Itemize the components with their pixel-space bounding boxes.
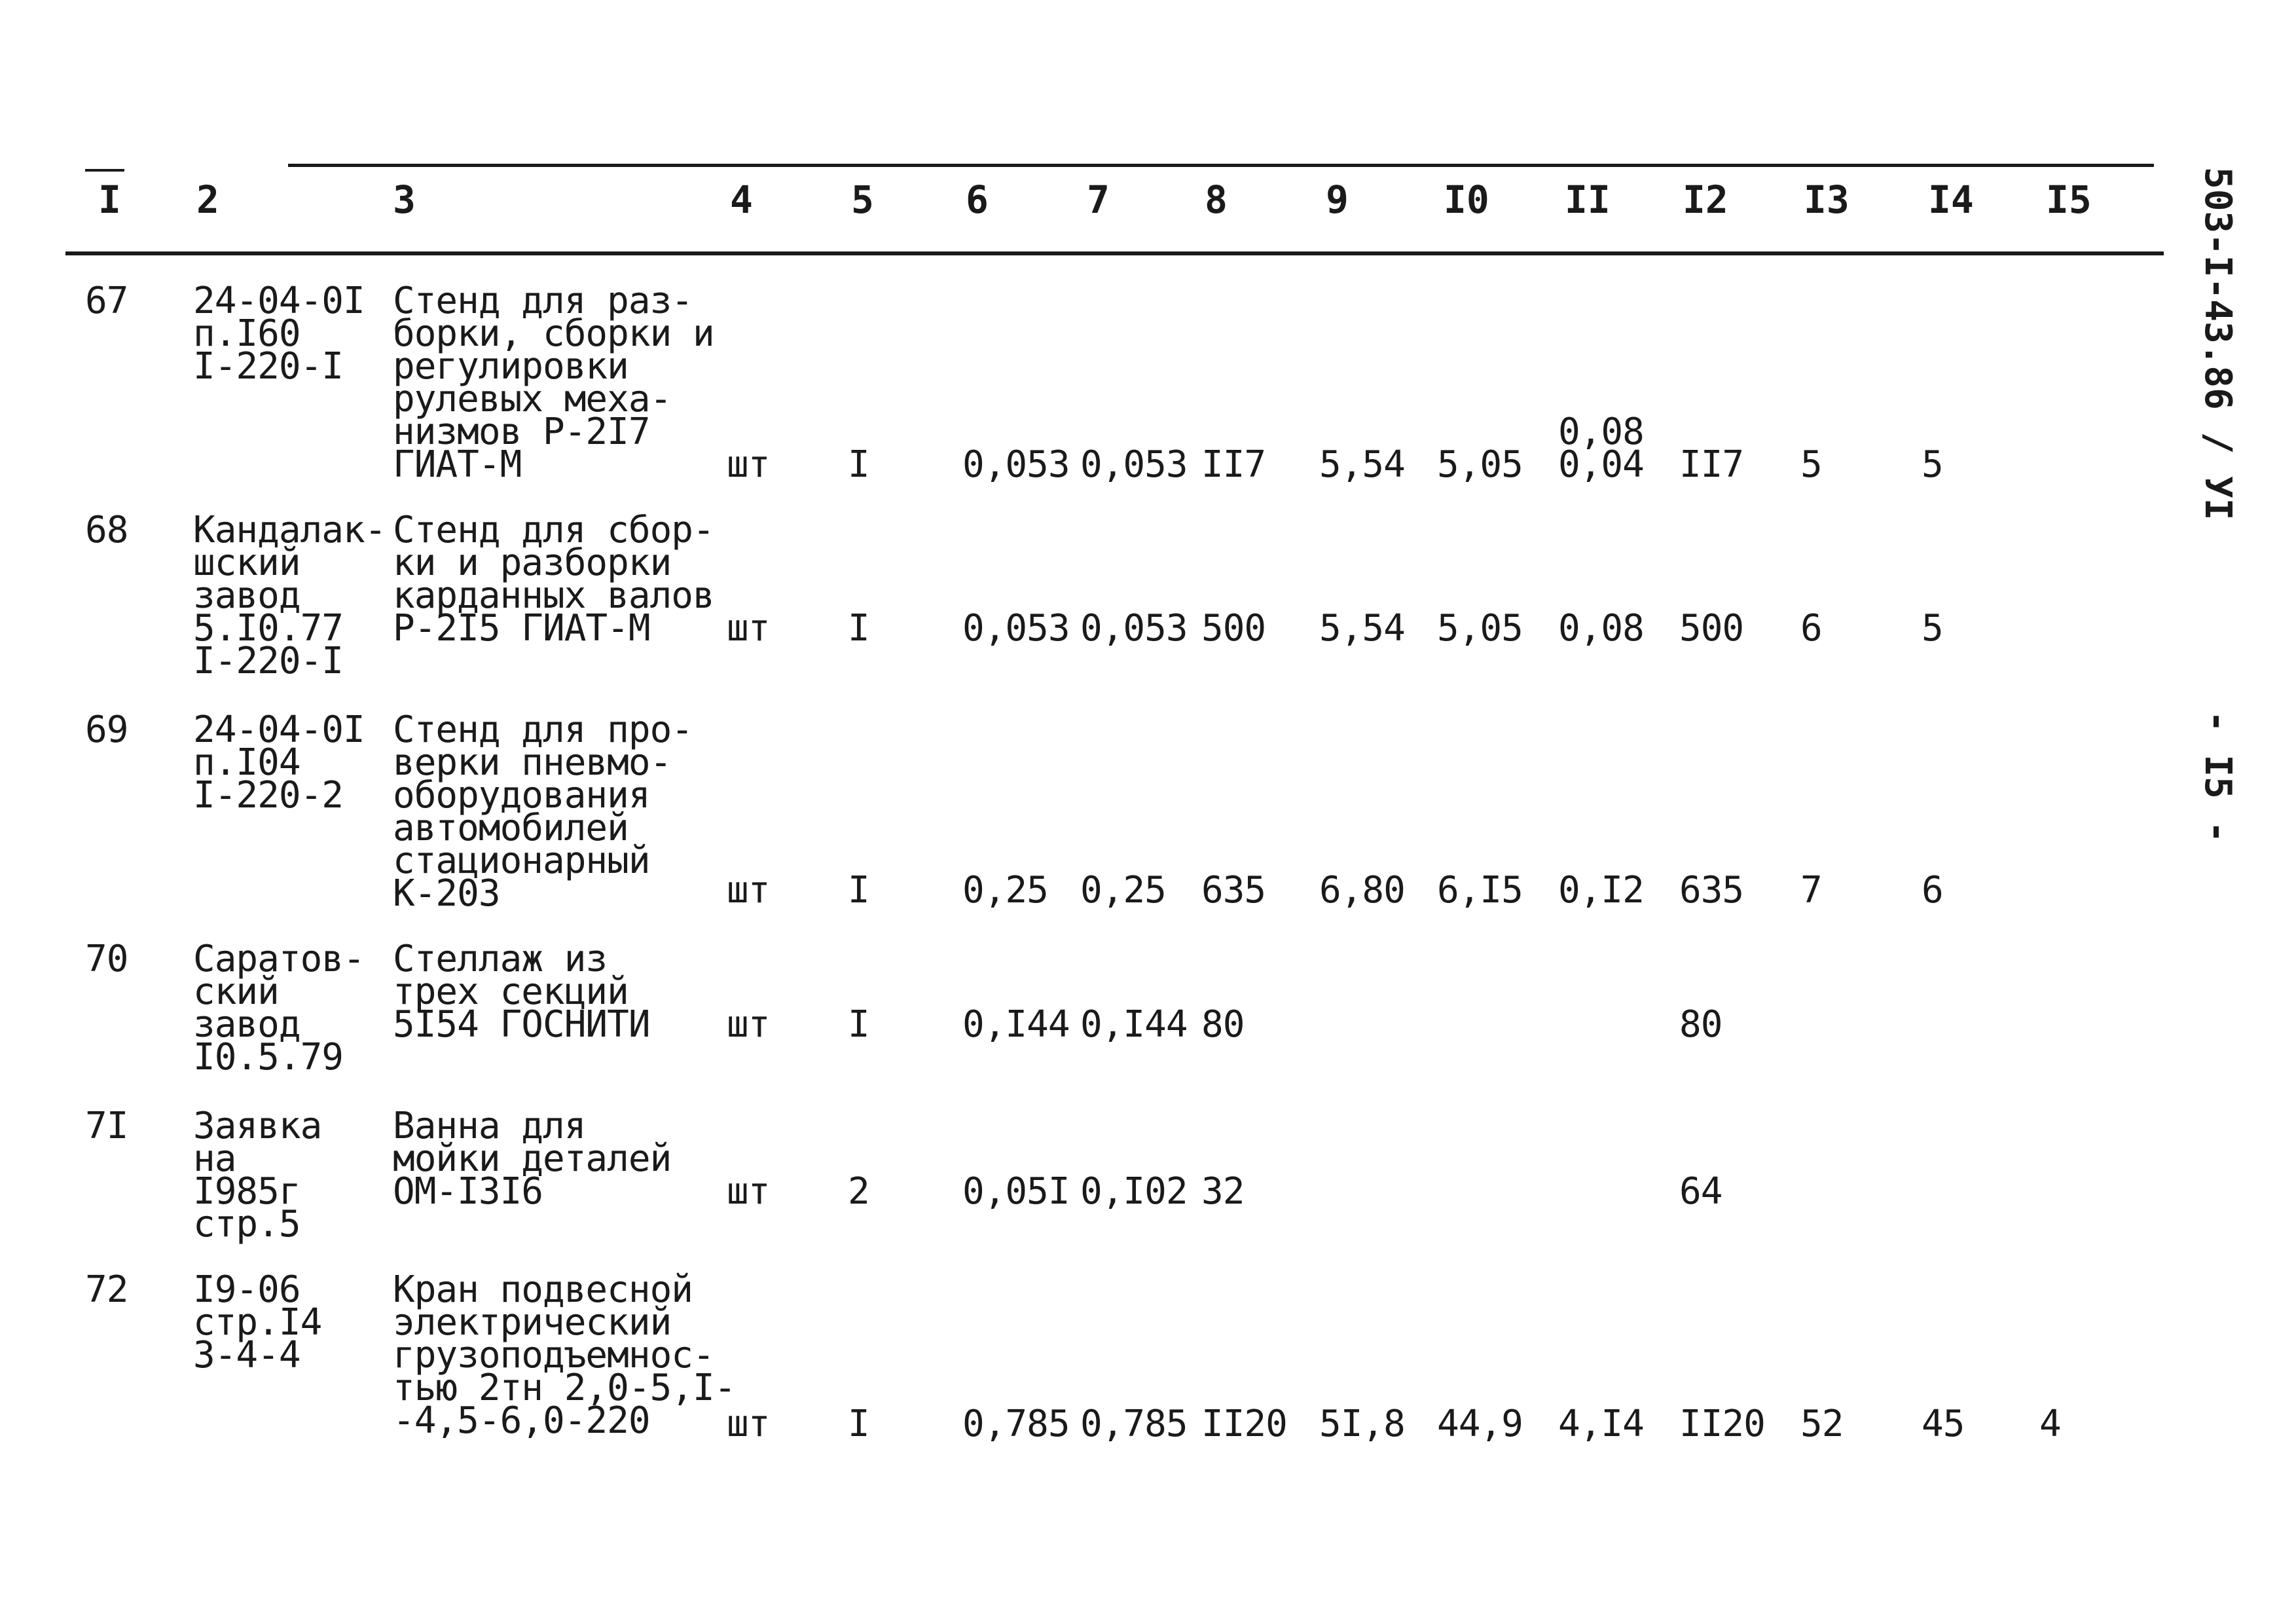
cell-c13: 5 [1800,443,1822,486]
col-header-14: I4 [1928,177,1974,222]
cell-c13: 7 [1800,869,1822,912]
col-header-11: II [1565,177,1611,222]
equipment-name-line: Ванна для [393,1105,586,1147]
cell-c9: 5,54 [1319,607,1405,650]
cell-c11: 4,I4 [1558,1403,1644,1445]
col-header-7: 7 [1087,177,1110,222]
cell-c12: 64 [1679,1170,1722,1213]
cell-c14: 45 [1922,1403,1965,1445]
source-ref-line: стр.I4 [193,1301,322,1344]
cell-c11: 0,08 [1558,607,1644,650]
cell-c6: 0,053 [962,443,1070,486]
equipment-name-line: мойки деталей [393,1137,672,1180]
source-ref-line: 5.I0.77 [193,607,344,650]
cell-c7: 0,I44 [1080,1003,1188,1046]
source-ref-line: шский [193,542,301,584]
cell-c15: 4 [2039,1403,2061,1445]
cell-unit: шт [727,1170,770,1213]
source-ref-line: I-220-I [193,345,344,388]
cell-c8: 500 [1201,607,1266,650]
source-ref-line: Саратов- [193,938,365,980]
col-header-1: I [98,177,121,222]
cell-c11: 0,I2 [1558,869,1644,912]
source-ref-line: Заявка [193,1105,322,1147]
equipment-name-line: оборудования [393,774,650,817]
col-header-9: 9 [1326,177,1349,222]
row-number: 70 [85,938,128,980]
cell-c6: 0,053 [962,607,1070,650]
equipment-name-line: стационарный [393,840,650,882]
cell-c7: 0,053 [1080,607,1188,650]
equipment-name-line: К-203 [393,872,500,915]
cell-qty: I [848,1403,869,1445]
cell-unit: шт [727,869,770,912]
cell-c8: II7 [1201,443,1266,486]
row-number: 7I [85,1105,128,1147]
source-ref-line: п.I60 [193,312,301,355]
source-ref-line: Кандалак- [193,509,386,551]
equipment-name-line: Р-2I5 ГИАТ-М [393,607,650,650]
source-ref-line: I0.5.79 [193,1036,344,1079]
source-ref-line: I9-06 [193,1268,301,1311]
source-ref-line: завод [193,574,301,617]
source-ref-line: I-220-I [193,640,344,682]
equipment-name-line: ОМ-I3I6 [393,1170,543,1213]
cell-c10: 44,9 [1437,1403,1523,1445]
cell-c6: 0,05I [962,1170,1070,1213]
cell-c12: II7 [1679,443,1744,486]
header-bottom-rule [65,251,2164,255]
row-number: 72 [85,1268,128,1311]
equipment-name-line: электрический [393,1301,672,1344]
cell-c14: 5 [1922,443,1943,486]
row-number: 67 [85,280,128,322]
equipment-name-line: ГИАТ-М [393,443,522,486]
cell-c14: 5 [1922,607,1943,650]
cell-unit: шт [727,443,770,486]
cell-c10: 5,05 [1437,443,1523,486]
equipment-name-line: ки и разборки [393,542,672,584]
source-ref-line: на [193,1137,236,1180]
source-ref-line: 24-04-0I [193,709,365,751]
col-header-8: 8 [1205,177,1228,222]
cell-unit: шт [727,607,770,650]
equipment-name-line: низмов Р-2I7 [393,411,650,453]
col-header-15: I5 [2046,177,2092,222]
equipment-name-line: рулевых меха- [393,378,672,420]
equipment-name-line: борки, сборки и [393,312,714,355]
cell-c10: 6,I5 [1437,869,1523,912]
source-ref-line: ский [193,970,279,1013]
col-header-5: 5 [851,177,874,222]
cell-c12: 80 [1679,1003,1722,1046]
cell-c14: 6 [1922,869,1943,912]
cell-qty: I [848,1003,869,1046]
cell-c12: II20 [1679,1403,1765,1445]
source-ref-line: I985г [193,1170,301,1213]
cell-c7: 0,25 [1080,869,1166,912]
cell-c12: 500 [1679,607,1744,650]
equipment-name-line: -4,5-6,0-220 [393,1399,650,1442]
equipment-name-line: Кран подвесной [393,1268,693,1311]
cell-c10: 5,05 [1437,607,1523,650]
equipment-name-line: Стенд для сбор- [393,509,714,551]
cell-c9: 5I,8 [1319,1403,1405,1445]
cell-qty: I [848,607,869,650]
equipment-name-line: грузоподъемнос- [393,1334,714,1376]
equipment-name-line: тью 2тн 2,0-5,I- [393,1367,736,1409]
row-number: 68 [85,509,128,551]
col-header-12: I2 [1683,177,1728,222]
source-ref-line: завод [193,1003,301,1046]
equipment-name-line: регулировки [393,345,629,388]
cell-c8: 635 [1201,869,1266,912]
header-top-rule [288,164,2154,167]
col-header-2: 2 [196,177,219,222]
col-header-10: I0 [1444,177,1489,222]
equipment-name-line: 5I54 ГОСНИТИ [393,1003,650,1046]
cell-c9: 5,54 [1319,443,1405,486]
cell-qty: I [848,869,869,912]
cell-c6: 0,I44 [962,1003,1070,1046]
page-number: - I5 - [2196,710,2239,843]
col-header-4: 4 [730,177,753,222]
source-ref-line: стр.5 [193,1203,301,1246]
document-code: 503-I-43.86 / УI [2196,167,2239,521]
cell-c6: 0,25 [962,869,1048,912]
equipment-name-line: верки пневмо- [393,741,672,784]
row-number: 69 [85,709,128,751]
col-header-13: I3 [1804,177,1850,222]
cell-c7: 0,785 [1080,1403,1188,1445]
col-header-6: 6 [966,177,989,222]
cell-unit: шт [727,1403,770,1445]
cell-unit: шт [727,1003,770,1046]
cell-c8: 80 [1201,1003,1245,1046]
equipment-name-line: Стеллаж из [393,938,608,980]
col-header-3: 3 [393,177,416,222]
cell-qty: I [848,443,869,486]
equipment-name-line: Стенд для раз- [393,280,693,322]
equipment-name-line: трех секций [393,970,629,1013]
cell-c7: 0,I02 [1080,1170,1188,1213]
source-ref-line: 24-04-0I [193,280,365,322]
cell-c12: 635 [1679,869,1744,912]
cell-c11-top: 0,08 [1558,411,1644,453]
cell-c13: 6 [1800,607,1822,650]
cell-c8: 32 [1201,1170,1245,1213]
cell-c8: II20 [1201,1403,1287,1445]
header-top-rule [85,169,124,172]
cell-c13: 52 [1800,1403,1844,1445]
equipment-name-line: автомобилей [393,807,629,849]
equipment-name-line: Стенд для про- [393,709,693,751]
cell-c7: 0,053 [1080,443,1188,486]
source-ref-line: п.I04 [193,741,301,784]
cell-qty: 2 [848,1170,869,1213]
cell-c9: 6,80 [1319,869,1405,912]
cell-c6: 0,785 [962,1403,1070,1445]
equipment-name-line: карданных валов [393,574,714,617]
source-ref-line: 3-4-4 [193,1334,301,1376]
cell-c11: 0,04 [1558,443,1644,486]
source-ref-line: I-220-2 [193,774,344,817]
